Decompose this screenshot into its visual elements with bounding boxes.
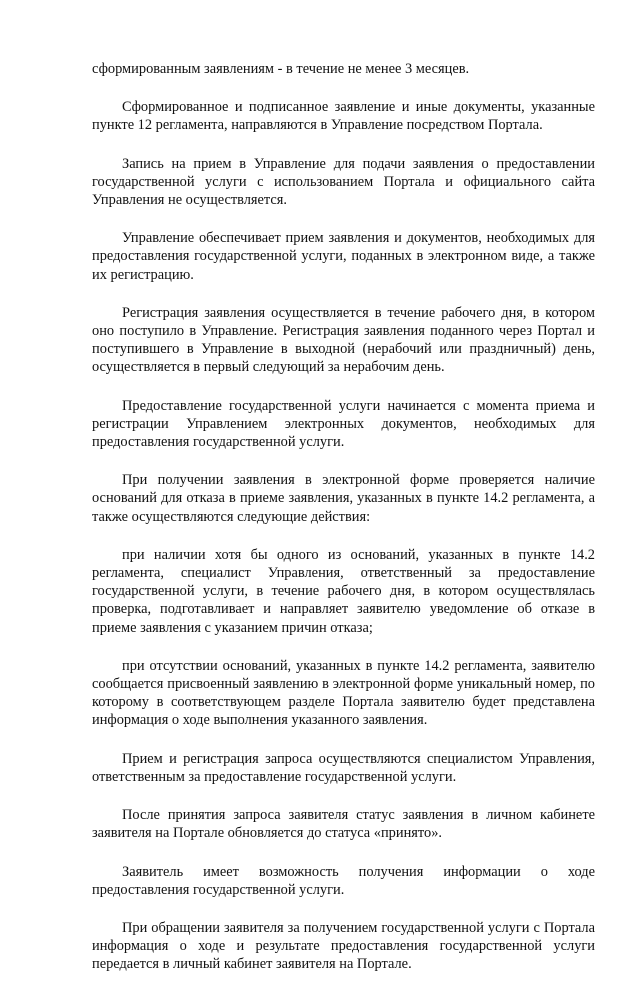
paragraph-6: Предоставление государственной услуги начинается с момента приема и регистрации Управлением электронных документов, необходимых для предоставления государственной услуги. xyxy=(92,397,595,451)
paragraph-13: При обращении заявителя за получением государственной услуги с Портала информация о ходе и результате предоставления государственной услуги передается в личный кабинет заявителя на Портале. xyxy=(92,919,595,973)
paragraph-7: При получении заявления в электронной форме проверяется наличие оснований для отказа в приеме заявления, указанных в пункте 14.2 регламента, а также осуществляются следующие действия: xyxy=(92,472,595,525)
paragraph-2: Сформированное и подписанное заявление и иные документы, указанные пункте 12 регламента, направляются в Управление посредством Портала. xyxy=(92,99,595,134)
paragraph-5: Регистрация заявления осуществляется в течение рабочего дня, в котором оно поступило в Управление. Регистрация заявления поданного через Портал и поступившего в Управление в выходной (нерабочий или праздничный) день, осуществляется в первый следующий за нерабочим день. xyxy=(92,304,595,376)
paragraph-11: После принятия запроса заявителя статус заявления в личном кабинете заявителя на Портале обновляется до статуса «принято». xyxy=(92,807,595,842)
paragraph-10: Прием и регистрация запроса осуществляются специалистом Управления, ответственным за предоставление государственной услуги. xyxy=(92,750,595,785)
paragraph-3: Запись на прием в Управление для подачи заявления о предоставлении государственной услуги с использованием Портала и официального сайта Управления не осуществляется. xyxy=(92,155,595,209)
paragraph-4: Управление обеспечивает прием заявления и документов, необходимых для предоставления государственной услуги, поданных в электронном виде, а также их регистрацию. xyxy=(92,230,595,283)
paragraph-8: при наличии хотя бы одного из оснований, указанных в пункте 14.2 регламента, специалист Управления, ответственный за предоставление государственной услуги, в течение рабочего дня, в котором осуществлялась проверка, подготавливает и направляет заявителю уведомление об отказе в приеме заявления с указанием причин отказа; xyxy=(92,546,595,636)
paragraph-12: Заявитель имеет возможность получения информации о ходе предоставления государственной услуги. xyxy=(92,863,595,898)
document-page xyxy=(92,60,595,994)
paragraph-9: при отсутствии оснований, указанных в пункте 14.2 регламента, заявителю сообщается присвоенный заявлению в электронной форме уникальный номер, по которому в соответствующем разделе Портала заявителю будет представлена информация о ходе выполнения указанного заявления. xyxy=(92,657,595,729)
paragraph-1: сформированным заявлениям - в течение не менее 3 месяцев. xyxy=(92,61,470,77)
